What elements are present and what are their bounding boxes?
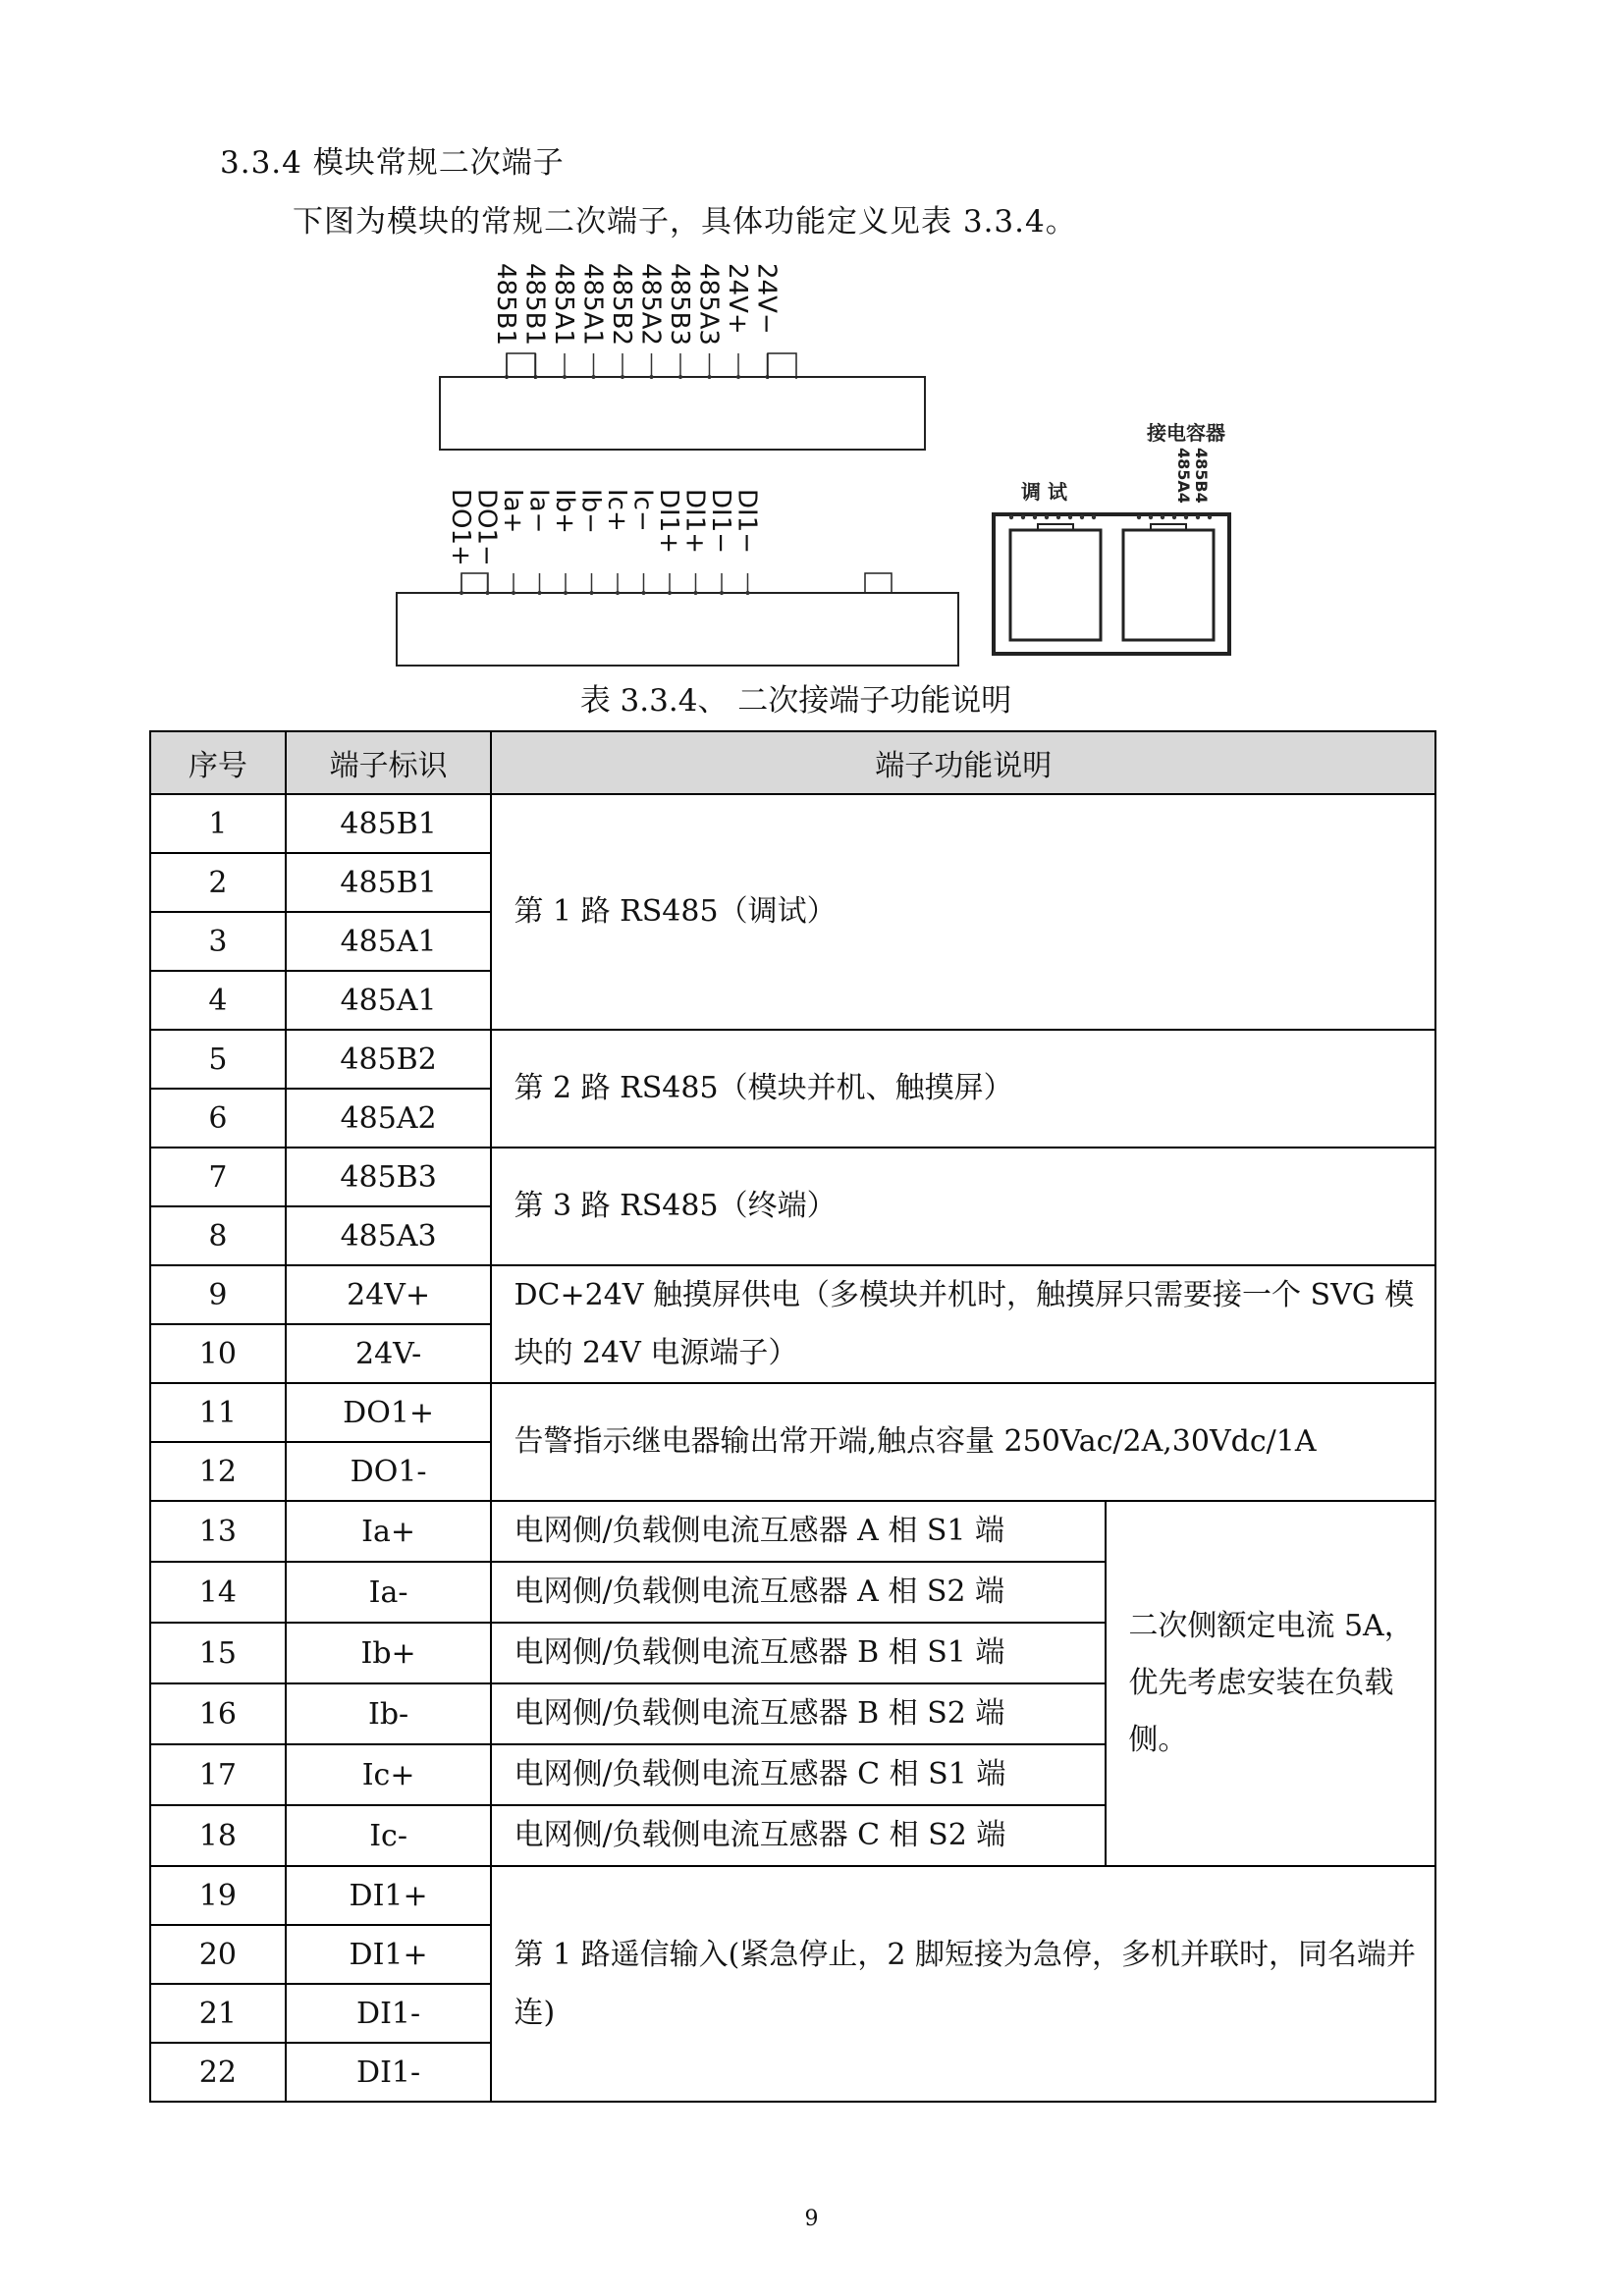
rj45-contact-dot <box>1045 515 1049 519</box>
debug-port-label: 调 试 <box>1021 480 1067 504</box>
intro-paragraph: 下图为模块的常规二次端子，具体功能定义见表 3.3.4。 <box>293 204 1077 240</box>
bottom-terminal-pin-dot <box>564 591 568 595</box>
table-row: 19 DI1+ 第 1 路遥信输入(紧急停止，2 脚短接为急停，多机并联时，同名端并连) <box>150 1866 1435 1925</box>
bottom-terminal-label: DI1+ <box>679 489 710 555</box>
ct-description: 电网侧/负载侧电流互感器 B 相 S1 端 <box>491 1623 1106 1683</box>
ct-description: 电网侧/负载侧电流互感器 A 相 S2 端 <box>491 1562 1106 1623</box>
header-terminal: 端子标识 <box>286 731 492 794</box>
ct-note: 二次侧额定电流 5A，优先考虑安装在负载侧。 <box>1106 1501 1435 1866</box>
top-terminal-label: 485B3 <box>665 263 694 347</box>
ct-description: 电网侧/负载侧电流互感器 B 相 S2 端 <box>491 1683 1106 1744</box>
table-row: 12 DO1- <box>150 1442 1435 1501</box>
bottom-terminal-label: Ib+ <box>550 489 579 534</box>
table-row: 3 485A1 <box>150 912 1435 971</box>
top-terminal-label: 485B2 <box>607 263 636 347</box>
rj45-contact-dot <box>1080 515 1084 519</box>
rj45-pin-485A4: 485A4 <box>1174 448 1193 504</box>
rs485-2-description: 第 2 路 RS485（模块并机、触摸屏） <box>491 1030 1435 1148</box>
rj45-contact-dot <box>1208 515 1212 519</box>
terminal-function-table <box>149 730 1436 2103</box>
table-row: 2 485B1 <box>150 853 1435 912</box>
rj45-contact-dot <box>1161 515 1164 519</box>
top-terminal-label: 485A3 <box>693 263 724 346</box>
bottom-terminal-pin-dot <box>694 591 698 595</box>
bottom-terminal-pin-dot <box>616 591 620 595</box>
bottom-terminal-label: Ia− <box>523 489 554 534</box>
top-terminal-pin-dot <box>678 375 682 379</box>
bottom-terminal-label: DI1+ <box>654 489 683 555</box>
rj45-contact-dot <box>1021 515 1025 519</box>
top-terminal-pin-dot <box>563 375 567 379</box>
table-row: 20 DI1+ <box>150 1925 1435 1984</box>
top-terminal-label: 24V+ <box>723 263 752 335</box>
rj45-contact-dot <box>1009 515 1013 519</box>
table-row: 18 Ic- 电网侧/负载侧电流互感器 C 相 S2 端 <box>150 1805 1435 1866</box>
rs485-1-description: 第 1 路 RS485（调试） <box>491 794 1435 1030</box>
shorting-link <box>768 353 796 379</box>
rj45-contact-dot <box>1149 515 1153 519</box>
table-row: 8 485A3 <box>150 1206 1435 1265</box>
bottom-terminal-pin-dot <box>486 591 490 595</box>
table-row: 15 Ib+ 电网侧/负载侧电流互感器 B 相 S1 端 <box>150 1623 1435 1683</box>
top-terminal-pin-dot <box>592 375 596 379</box>
bottom-terminal-pin-dot <box>590 591 594 595</box>
rj45-contact-dot <box>1068 515 1072 519</box>
top-terminal-pin-dot <box>621 375 624 379</box>
table-row: 14 Ia- 电网侧/负载侧电流互感器 A 相 S2 端 <box>150 1562 1435 1623</box>
table-row: 11 DO1+ 告警指示继电器输出常开端,触点容量 250Vac/2A,30Vdc/1A <box>150 1383 1435 1442</box>
capacitor-port-label: 接电容器 <box>1147 421 1225 445</box>
table-row: 1 485B1 第 1 路 RS485（调试） <box>150 794 1435 853</box>
table-row: 4 485A1 <box>150 971 1435 1030</box>
rj45-contact-dot <box>1172 515 1176 519</box>
header-function: 端子功能说明 <box>491 731 1435 794</box>
bottom-terminal-label: Ic+ <box>602 489 631 532</box>
page-number: 9 <box>804 2207 819 2231</box>
ct-description: 电网侧/负载侧电流互感器 C 相 S1 端 <box>491 1744 1106 1805</box>
rj45-contact-dot <box>1196 515 1200 519</box>
rj45-pin-485B4: 485B4 <box>1192 448 1211 504</box>
table-row: 9 24V+ DC+24V 触摸屏供电（多模块并机时，触摸屏只需要接一个 SVG 模块的 24V 电源端子） <box>150 1265 1435 1324</box>
top-terminal-pin-dot <box>708 375 712 379</box>
shorting-link <box>461 573 488 595</box>
top-terminal-label: 485B1 <box>519 263 550 347</box>
top-terminal-label: 485A2 <box>635 263 666 346</box>
top-terminal-label: 485B1 <box>491 263 520 347</box>
table-row: 13 Ia+ 电网侧/负载侧电流互感器 A 相 S1 端 二次侧额定电流 5A，优先考虑安装在负载侧。 <box>150 1501 1435 1562</box>
bottom-terminal-label: DI1− <box>731 489 762 555</box>
bottom-terminal-pin-dot <box>668 591 672 595</box>
shorting-link <box>507 353 535 379</box>
bottom-terminal-label: Ib− <box>575 489 606 534</box>
debug-port <box>1010 530 1101 640</box>
top-terminal-block <box>440 377 925 450</box>
rj45-contact-dot <box>1137 515 1141 519</box>
bottom-terminal-label: DI1− <box>706 489 735 555</box>
power-description: DC+24V 触摸屏供电（多模块并机时，触摸屏只需要接一个 SVG 模块的 24V 电源端子） <box>491 1265 1435 1383</box>
table-row: 16 Ib- 电网侧/负载侧电流互感器 B 相 S2 端 <box>150 1683 1435 1744</box>
rj45-contact-dot <box>1033 515 1037 519</box>
table-row: 22 DI1- <box>150 2043 1435 2102</box>
bottom-terminal-label: DO1+ <box>446 489 475 566</box>
bottom-terminal-label: DO1− <box>471 489 502 566</box>
di-description: 第 1 路遥信输入(紧急停止，2 脚短接为急停，多机并联时，同名端并连) <box>491 1866 1435 2102</box>
top-terminal-label: 485A1 <box>577 263 608 346</box>
top-terminal-label: 24V− <box>751 263 782 335</box>
bottom-terminal-pin-dot <box>642 591 646 595</box>
rj45-contact-dot <box>1056 515 1060 519</box>
bottom-terminal-pin-dot <box>720 591 724 595</box>
bottom-terminal-block <box>397 593 958 666</box>
table-row: 7 485B3 第 3 路 RS485（终端） <box>150 1148 1435 1206</box>
ct-description: 电网侧/负载侧电流互感器 A 相 S1 端 <box>491 1501 1106 1562</box>
table-row: 6 485A2 <box>150 1089 1435 1148</box>
capacitor-port <box>1123 530 1214 640</box>
top-terminal-pin-dot <box>736 375 740 379</box>
bottom-terminal-pin-dot <box>460 591 463 595</box>
bottom-terminal-label: Ic− <box>627 489 658 532</box>
terminal-diagram <box>0 0 1623 677</box>
rj45-contact-dot <box>1092 515 1096 519</box>
bottom-terminal-pin-dot <box>538 591 542 595</box>
header-no: 序号 <box>150 731 286 794</box>
section-heading: 3.3.4 模块常规二次端子 <box>220 145 565 181</box>
rs485-3-description: 第 3 路 RS485（终端） <box>491 1148 1435 1265</box>
bottom-terminal-pin-dot <box>746 591 750 595</box>
bottom-terminal-pin-dot <box>512 591 515 595</box>
top-terminal-pin-dot <box>650 375 654 379</box>
table-row: 17 Ic+ 电网侧/负载侧电流互感器 C 相 S1 端 <box>150 1744 1435 1805</box>
table-row: 10 24V- <box>150 1324 1435 1383</box>
table-row: 21 DI1- <box>150 1984 1435 2043</box>
top-terminal-label: 485A1 <box>549 263 578 346</box>
table-caption: 表 3.3.4、 二次接端子功能说明 <box>579 683 1012 719</box>
ct-description: 电网侧/负载侧电流互感器 C 相 S2 端 <box>491 1805 1106 1866</box>
shorting-link <box>865 573 892 595</box>
table-row: 5 485B2 第 2 路 RS485（模块并机、触摸屏） <box>150 1030 1435 1089</box>
relay-description: 告警指示继电器输出常开端,触点容量 250Vac/2A,30Vdc/1A <box>491 1383 1435 1501</box>
rj45-contact-dot <box>1184 515 1188 519</box>
bottom-terminal-label: Ia+ <box>498 489 527 534</box>
